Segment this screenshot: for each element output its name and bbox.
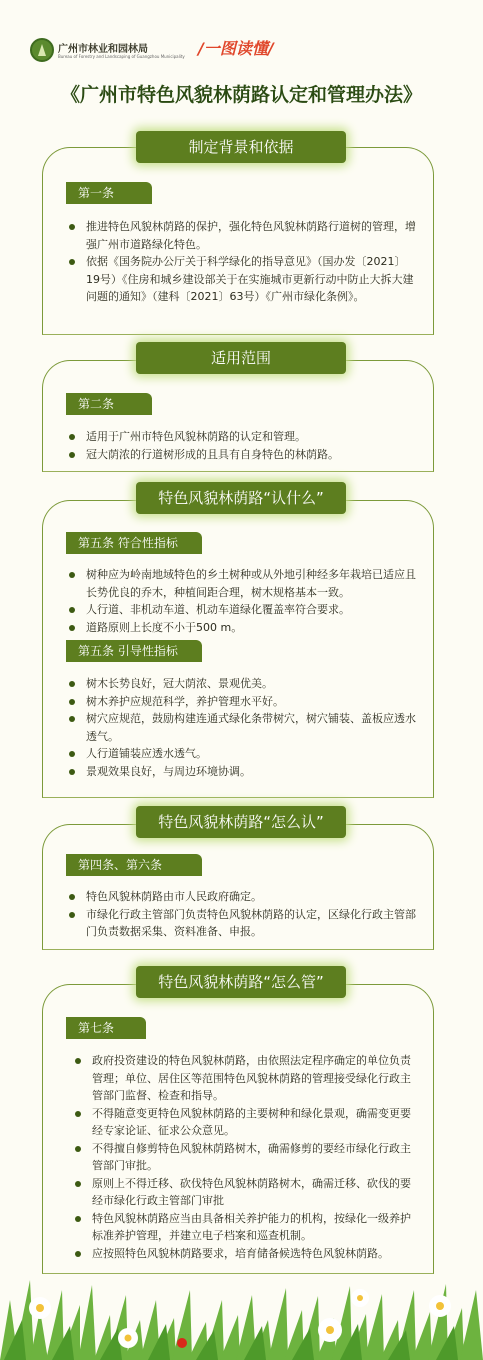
list-item: 政府投资建设的特色风貌林荫路，由依照法定程序确定的单位负责管理；单位、居住区等范围特色风貌林荫路的管理接受绿化行政主管部门监督、检查和指导。 — [72, 1052, 418, 1105]
section-title-how-manage: 特色风貌林荫路“怎么管” — [136, 966, 346, 998]
forestry-logo-icon — [30, 38, 54, 62]
org-subtitle: Bureau of Forestry and Landscaping of Guangzhou Municipality — [58, 54, 185, 59]
section-label-compliance: 第五条 符合性指标 — [66, 532, 202, 554]
section-label-guidance: 第五条 引导性指标 — [66, 640, 202, 662]
header — [0, 0, 483, 120]
list-item: 适用于广州市特色风貌林荫路的认定和管理。 — [66, 428, 416, 446]
list-item: 道路原则上长度不小于500 m。 — [66, 619, 416, 637]
list-item: 树种应为岭南地域特色的乡土树种或从外地引种经多年栽培已适应且长势优良的乔木，种植间距合理，树木规格基本一致。 — [66, 566, 416, 601]
list-item: 冠大荫浓的行道树形成的且具有自身特色的林荫路。 — [66, 446, 416, 464]
list-scope — [66, 428, 416, 463]
section-label-article-2: 第二条 — [66, 393, 152, 415]
list-item: 树木长势良好，冠大荫浓、景观优美。 — [66, 675, 416, 693]
list-how-identify — [66, 888, 416, 941]
list-item: 树木养护应规范科学，养护管理水平好。 — [66, 693, 416, 711]
page-title: 《广州市特色风貌林荫路认定和管理办法》 — [60, 84, 422, 106]
list-item: 特色风貌林荫路由市人民政府确定。 — [66, 888, 416, 906]
list-guidance — [66, 675, 416, 780]
list-item: 特色风貌林荫路应当由具备相关养护能力的机构，按绿化一级养护标准养护管理，并建立电子档案和巡查机制。 — [72, 1210, 418, 1245]
list-item: 景观效果良好，与周边环境协调。 — [66, 763, 416, 781]
section-title-how-identify: 特色风貌林荫路“怎么认” — [136, 806, 346, 838]
section-title-background: 制定背景和依据 — [136, 131, 346, 163]
list-how-manage — [72, 1052, 418, 1262]
section-label-article-7: 第七条 — [66, 1017, 146, 1039]
list-item: 树穴应规范，鼓励构建连通式绿化条带树穴，树穴铺装、盖板应透水透气。 — [66, 710, 416, 745]
list-item: 依据《国务院办公厅关于科学绿化的指导意见》（国办发〔2021〕19号）《住房和城乡建设部关于在实施城市更新行动中防止大拆大建问题的通知》（建科〔2021〕63号）《广州市绿化条例》。 — [66, 253, 416, 306]
grass-decoration — [0, 1260, 483, 1360]
section-title-scope: 适用范围 — [136, 342, 346, 374]
list-item: 应按照特色风貌林荫路要求，培育储备候选特色风貌林荫路。 — [72, 1245, 418, 1263]
section-label-article-1: 第一条 — [66, 182, 152, 204]
list-item: 不得擅自修剪特色风貌林荫路树木，确需修剪的要经市绿化行政主管部门审批。 — [72, 1140, 418, 1175]
grass-flowers-illustration — [0, 1260, 483, 1360]
infographic-badge: /一图读懂/ — [198, 39, 274, 58]
list-item: 人行道、非机动车道、机动车道绿化覆盖率符合要求。 — [66, 601, 416, 619]
list-item: 原则上不得迁移、砍伐特色风貌林荫路树木，确需迁移、砍伐的要经市绿化行政主管部门审批 — [72, 1175, 418, 1210]
section-title-what: 特色风貌林荫路“认什么” — [136, 482, 346, 514]
list-item: 市绿化行政主管部门负责特色风貌林荫路的认定，区绿化行政主管部门负责数据采集、资料准备、申报。 — [66, 906, 416, 941]
list-item: 不得随意变更特色风貌林荫路的主要树种和绿化景观，确需变更要经专家论证、征求公众意见。 — [72, 1105, 418, 1140]
list-item: 人行道铺装应透水透气。 — [66, 745, 416, 763]
section-label-articles-4-6: 第四条、第六条 — [66, 854, 202, 876]
list-item: 推进特色风貌林荫路的保护，强化特色风貌林荫路行道树的管理，增强广州市道路绿化特色。 — [66, 218, 416, 253]
list-compliance — [66, 566, 416, 636]
org-name: 广州市林业和园林局 — [58, 44, 148, 55]
list-background — [66, 218, 416, 306]
